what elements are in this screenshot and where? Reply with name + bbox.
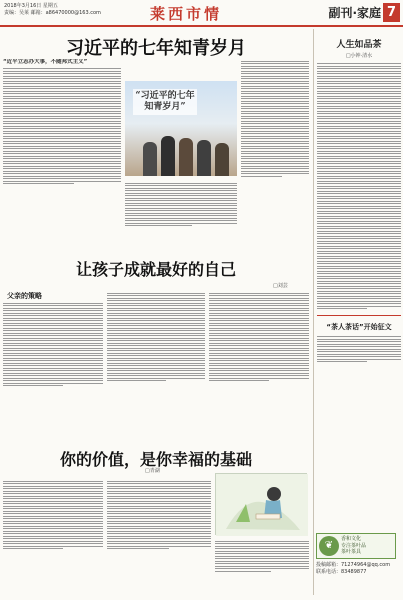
main-column — [3, 29, 309, 595]
article2-text-col1 — [3, 301, 103, 439]
article2-title: 让孩子成就最好的自己 — [75, 260, 236, 279]
paper-title: 莱西市情 — [150, 5, 223, 23]
article1-text-col2 — [125, 181, 237, 251]
article3-text-col3 — [215, 539, 309, 593]
article3-byline: □青湖 — [145, 468, 160, 474]
brand-text — [341, 536, 366, 556]
article1-text-col1 — [3, 59, 121, 249]
photo-caption: “习近平的七年知青岁月” — [133, 89, 197, 115]
contact-info — [316, 562, 400, 575]
sidebar-title: 人生如品茶 — [336, 40, 382, 50]
brand-line: 茶叶茶具 — [341, 549, 362, 555]
sidebar-text — [317, 63, 401, 309]
header-meta — [4, 3, 101, 17]
sidebar-divider — [317, 315, 401, 316]
tea-leaf-icon: ❦ — [319, 536, 339, 556]
section-name: 副刊·家庭 — [328, 6, 381, 20]
newspaper-header — [0, 0, 403, 27]
article3-title: 你的价值，是你幸福的基础 — [59, 450, 252, 469]
article2-subhead: 父亲的策略 — [7, 292, 42, 300]
brand-line: 香和文化 — [341, 536, 362, 542]
issue-date: 2018年3月16日 星期五 — [4, 3, 58, 9]
promo-text — [317, 336, 401, 362]
contact-email: 投稿邮箱：71274964@qq.com — [316, 562, 391, 568]
article2-text-col3 — [209, 291, 309, 439]
article1-text-col3 — [241, 59, 309, 249]
article2-byline: □刘芸 — [273, 283, 288, 289]
contact-phone: 联系电话：83489877 — [316, 568, 367, 575]
brand-line: 专注茶叶品 — [341, 542, 367, 549]
article3-text-col1 — [3, 479, 103, 593]
sidebar-column — [313, 29, 401, 595]
editor-info: 责编：吴莱 邮箱：a86470000@163.com — [4, 10, 101, 16]
article1-title: 习近平的七年知青岁月 — [66, 38, 246, 59]
promo-title: “茶人茶话”开始征文 — [326, 323, 392, 331]
article3-illustration — [215, 473, 307, 535]
article2-text-col2 — [107, 291, 205, 439]
girl-reading-illustration — [216, 474, 308, 536]
tea-brand-ad — [316, 533, 396, 559]
article3-text-col2 — [107, 479, 211, 593]
article1-photo — [125, 81, 237, 176]
sidebar-author: □小钟·清水 — [345, 53, 373, 59]
page-number: 7 — [383, 3, 400, 22]
article1-lead: “近平立志办大事，不随邦式主义” — [3, 59, 88, 65]
